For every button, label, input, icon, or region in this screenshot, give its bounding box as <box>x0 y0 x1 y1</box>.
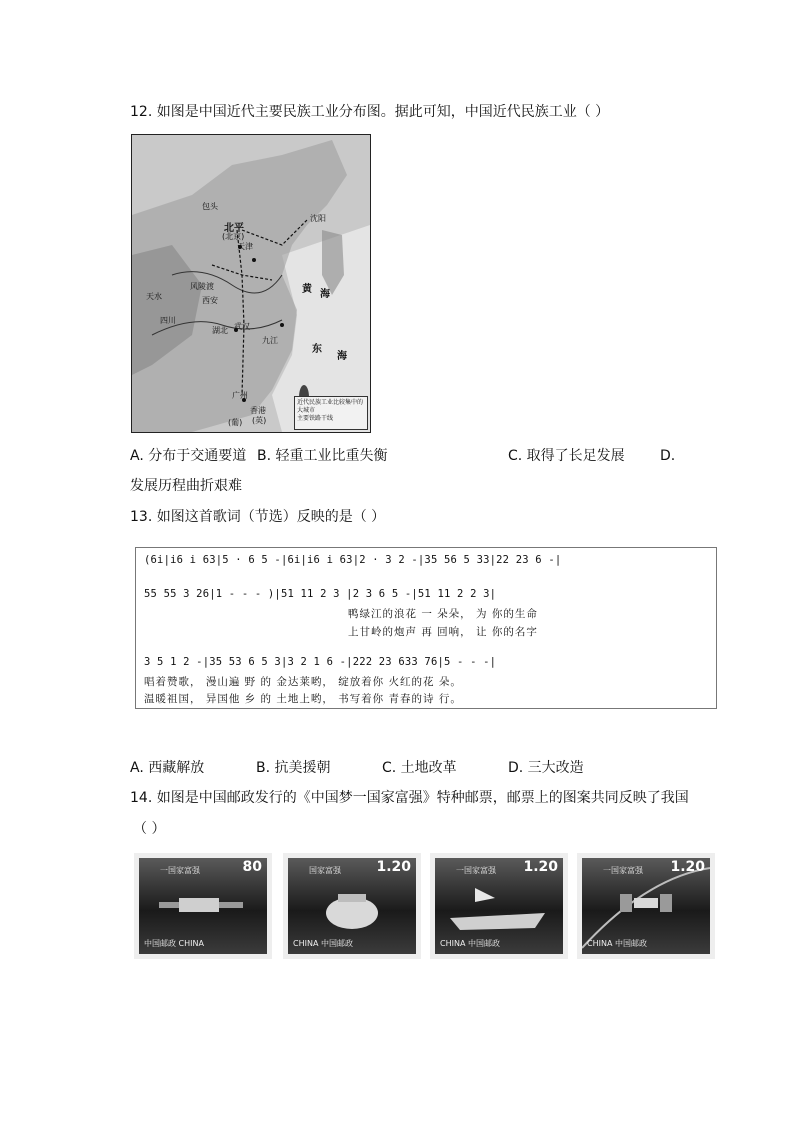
stamp-4-denomination: 1.20 <box>670 859 705 875</box>
lyric-row-3a: 唱着赞歌， 漫山遍 野 的 金达莱哟， 绽放着你 火红的花 朵。 <box>144 676 462 688</box>
map-label-shenyang: 沈阳 <box>310 214 326 223</box>
stamp-1-denomination: 80 <box>242 859 262 875</box>
stamp-2-country: CHINA 中国邮政 <box>293 939 353 948</box>
map-label-jiujiang: 九江 <box>262 336 278 345</box>
question-14-stem-continued: （ ） <box>133 821 166 837</box>
map-label-xian: 西安 <box>202 296 218 305</box>
map-label-huanghai: 黄 <box>302 284 312 295</box>
option-13-c[interactable]: C. 土地改革 <box>382 760 457 776</box>
stamp-2-title: 国家富强 <box>309 866 341 875</box>
stamp-1-country: 中国邮政 CHINA <box>144 939 204 948</box>
map-label-sichuan: 四川 <box>160 316 176 325</box>
stamp-4-title: 一国家富强 <box>603 866 643 875</box>
option-12-b[interactable]: B. 轻重工业比重失衡 <box>257 448 388 464</box>
stamp-3-denomination: 1.20 <box>523 859 558 875</box>
map-label-donghai-2: 海 <box>337 351 347 362</box>
map-label-wuhan: 武汉 <box>234 322 250 331</box>
stamp-1 <box>134 853 272 959</box>
industry-distribution-map <box>131 134 371 433</box>
map-label-xianggang: 香港 <box>250 406 266 415</box>
map-label-guangzhou: 广州 <box>232 391 248 400</box>
map-label-beiping: 北平 <box>224 223 244 234</box>
option-12-d-continued: 发展历程曲折艰难 <box>130 478 242 494</box>
question-13-stem: 13. 如图这首歌词（节选）反映的是（ ） <box>130 509 386 525</box>
option-13-b[interactable]: B. 抗美援朝 <box>256 760 331 776</box>
map-label-tianjin: 天津 <box>237 242 253 251</box>
option-12-a[interactable]: A. 分布于交通要道 <box>130 448 247 464</box>
lyric-row-2a: 鸭绿江的浪花 一 朵朵， 为 你的生命 <box>348 608 538 620</box>
question-12-stem: 12. 如图是中国近代主要民族工业分布图。据此可知，中国近代民族工业（ ） <box>130 104 610 120</box>
stamp-3 <box>430 853 568 959</box>
stamp-4-country: CHINA 中国邮政 <box>587 939 647 948</box>
option-12-d[interactable]: D. <box>660 448 676 464</box>
stamp-2 <box>283 853 421 959</box>
option-13-d[interactable]: D. 三大改造 <box>508 760 584 776</box>
lyric-row-3b: 温暖祖国， 异国他 乡 的 土地上哟， 书写着你 青春的诗 行。 <box>144 693 462 705</box>
map-graphic <box>132 135 370 432</box>
map-label-hai: 海 <box>320 289 330 300</box>
stamp-3-country: CHINA 中国邮政 <box>440 939 500 948</box>
map-label-baotou: 包头 <box>202 202 218 211</box>
map-label-beijing: (北京) <box>222 232 245 241</box>
score-row-3: 3 5 1 2 -|35 53 6 5 3|3 2 1 6 -|222 23 633 76|5 - - -| <box>144 656 497 668</box>
score-row-1: (6i|i6 i 63|5 · 6 5 -|6i|i6 i 63|2 · 3 2 -|35 56 5 33|22 23 6 -| <box>144 554 562 566</box>
score-row-2: 55 55 3 26|1 - - - )|51 11 2 3 |2 3 6 5 -|51 11 2 2 3| <box>144 588 497 600</box>
map-label-fengling: 风陵渡 <box>190 282 214 291</box>
legend-item-cities: 近代民族工业比较集中的大城市 <box>297 399 364 414</box>
map-legend <box>294 396 368 430</box>
option-12-c[interactable]: C. 取得了长足发展 <box>508 448 625 464</box>
map-label-donghai: 东 <box>312 344 322 355</box>
map-label-aomen: (葡) <box>228 418 243 427</box>
question-14-stem: 14. 如图是中国邮政发行的《中国梦一国家富强》特种邮票，邮票上的图案共同反映了我国 <box>130 790 689 806</box>
map-label-tianshui: 天水 <box>146 292 162 301</box>
map-label-yingshu: (英) <box>252 416 267 425</box>
song-score <box>135 547 717 709</box>
map-label-hubei: 湖北 <box>212 326 228 335</box>
stamp-1-title: 一国家富强 <box>160 866 200 875</box>
stamp-3-title: 一国家富强 <box>456 866 496 875</box>
lyric-row-2b: 上甘岭的炮声 再 回响， 让 你的名字 <box>348 626 538 638</box>
option-13-a[interactable]: A. 西藏解放 <box>130 760 205 776</box>
stamp-4 <box>577 853 715 959</box>
stamp-2-denomination: 1.20 <box>376 859 411 875</box>
legend-item-railway: 主要铁路干线 <box>297 415 334 422</box>
